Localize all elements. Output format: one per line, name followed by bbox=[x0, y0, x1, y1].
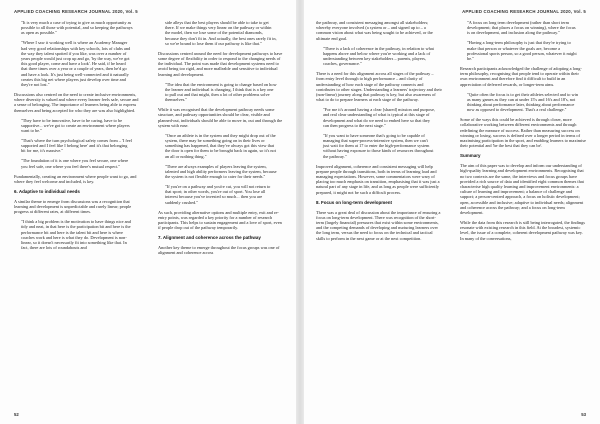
body-paragraph: There was a great deal of discussion about the importance of ensuring a focus on long-term development. There was recognition of the short-term (largely financial) pressures that exist within some environments, and the competing demands of developing and nurturing learners over the long term, versus the need to focus on the technical and tactical skills to perform in the next game or at the next competition. bbox=[316, 209, 441, 241]
block-quote: "There is a lack of coherence in the pathway, in relation to what happens above and below where you're working and a lack of understanding between key stakeholders – parents, players, coaches, governance." bbox=[323, 45, 434, 67]
section-heading: Summary bbox=[460, 153, 481, 159]
body-paragraph: Discussions centred around the need for development pathways to have some degree of flexibility in order to respond to the changing needs of the individual. The point was made that development systems need to avoid being too rigid, and more malleable and sensitive to individual learning and development. bbox=[158, 50, 283, 77]
body-paragraph: Improved alignment, coherence and consistent messaging will help prepare people through transitions, both in terms of learning load and managing expectations. However, some commentators were wary of placing too much emphasis on transition, emphasising that it was just a natural part of any stage in life, and as long as people were sufficiently prepared, it might not be such a difficult process. bbox=[316, 163, 440, 195]
block-quote: "Quite often the focus is to get their athletes selected and to win as many games as they can at under 15's and 16's and 18's, not thinking about performance later, thinking about performance now as opposed to development. That's a real challenge." bbox=[467, 91, 579, 113]
body-paragraph: Discussions also centred on the need to create inclusive environments, where diversity is valued and where every learner feels safe, secure and a sense of belonging. The importance of learners being able to express themselves and being accepted for who they are was also highlighted. bbox=[14, 92, 139, 113]
page-number: 53 bbox=[581, 412, 586, 417]
section-heading: 6. Adaptive to individual needs bbox=[14, 189, 80, 195]
block-quote: "It is very much a case of trying to give as much opportunity as possible to all those with potential, and so keeping the pathways as open as possible." bbox=[21, 20, 133, 36]
body-paragraph: Fundamentally, creating an environment where people want to go, and where they feel welcome and included, is key. bbox=[14, 173, 137, 184]
block-quote: "A focus on long term development (rather than short term development; that places a focus on winning), where the focus is on development, and inclusion along the pathway." bbox=[467, 20, 576, 36]
body-paragraph: The aim of this paper was to develop and inform our understanding of high-quality learning and development environments. Recognising that no two contexts are the same, the interviews and focus groups have provided a rich source of data and identified eight common themes that characterise high quality learning and improvement environments: a culture of learning and improvement; a balance of challenge and support; a person-centred approach, a focus on holistic development; open, accessible and inclusive; adaptive to individual needs; alignment and coherence across the pathway; and a focus on long-term development. bbox=[460, 163, 584, 215]
body-paragraph: While the data from this research is still being interrogated, the findings resonate with existing research in this field. At the broadest, systemic level, the issue of a complete, coherent development pathway was key. In many of the conversations, bbox=[460, 219, 585, 241]
body-paragraph: There is a need for this alignment across all stages of the pathway – from entry level through to high performance – and clarity of understanding of how each stage of the pathway connects and contributes to other stages. Understanding a learners' trajectory and their (non-linear) journey along that pathway is key, but also awareness of what to do to prepare learners at each stage of the pathway. bbox=[316, 71, 442, 103]
block-quote: "That's where the turn psychological safety comes from – 'I feel supported and I feel like I belong here' and it's that belonging bit for me, it's massive." bbox=[21, 138, 132, 154]
block-quote: "If you're on a pathway and you're cut, you will not return to that sport; in other words, you're out of sport. You lose all interest because you've invested so much... then you are suddenly crushed." bbox=[165, 184, 271, 205]
section-heading: 7. Alignment and coherence across the pathway bbox=[158, 235, 261, 241]
body-paragraph: A similar theme to emerge from discussions was a recognition that learning and development is unpredictable and rarely linear; people progress at different rates, at different times. bbox=[14, 198, 132, 215]
block-quote: "For me it's around having a clear [shared] mission and purpose, and real clear understanding of what is typical at this stage of development and what do we need to embed here so that they can then progress to the next stage." bbox=[323, 107, 435, 128]
left-page bbox=[0, 0, 296, 424]
body-paragraph: As such, providing alternative options and multiple entry, exit and re-entry points, was regarded a key priority for a number of research participants. This helps to sustain engagement and a love of sport, even if people drop out of the pathway temporarily. bbox=[158, 209, 282, 231]
block-quote: "The idea that the environment is going to change based on how the learner and individual is changing, I think that is a key one to pull out and that might, then a lot of other problems solve themselves." bbox=[165, 81, 277, 103]
block-quote: "The foundation of it is one where you feel secure, one where you feel safe, one where you feel there's mutual respect." bbox=[21, 158, 129, 169]
left-page-column-1 bbox=[14, 20, 140, 255]
block-quote: "If you want to have someone that's going to be capable of managing that super-process-intensive system, then we can't just wait for them at 17 to enter the high-performance system without having exposure to those kinds of resources throughout the pathway." bbox=[323, 132, 434, 159]
page-number: 52 bbox=[14, 412, 19, 417]
body-paragraph: the pathway, and consistent messaging amongst all stakeholders; whereby everyone involved (a system or – and signed up to – a common vision about what was being sought to be achieved, or the ultimate end goal. bbox=[316, 20, 433, 41]
block-quote: "Where I saw it working well is where an Academy Manager had very good relationships with key schools, lots of clubs and the way they talent spotted if you like, was over a number of years people would just crop up and go, 'by the way, we've got this good player, come and have a look'. He said, if he heard that three times over a year or a couple of years, then he'd go and have a look. It's just being well-connected and it naturally creates this big net where players just develop over time and they're not lost." bbox=[21, 40, 131, 88]
block-quote: "They have to be innovative, have to be caring, have to be supportive... we've got to create an environment where players want to be." bbox=[21, 117, 130, 134]
body-paragraph: Research participants acknowledged the challenge of adopting a long-term philosophy, recognising that people tend to operate within their own environment and therefore find it difficult to build in an appreciation of deferred rewards, or longer-term aims. bbox=[460, 66, 582, 87]
body-paragraph: Another key theme to emerge throughout the focus groups was one of alignment and coherence across bbox=[158, 245, 280, 256]
block-quote: "Having a long-term philosophy is just that they're trying to make that person or whatever the goals are, become a professional sports person, so a good person, whatever it might be." bbox=[467, 40, 577, 62]
right-page-column-1 bbox=[316, 20, 442, 246]
running-head: APPLIED COACHING RESEARCH JOURNAL 2020, Vol. 5 bbox=[14, 9, 138, 14]
body-paragraph: Some of the ways this could be achieved is through closer, more collaborative working between different environments and through redefining the measure of success. Rather than measuring success on winning or losing, success is defined over a longer period in terms of maximising participation in the sport, and enabling learners to maximise their potential and 'be the best that they can be'. bbox=[460, 117, 586, 149]
running-head: APPLIED COACHING RESEARCH JOURNAL 2020, Vol. 5 bbox=[462, 9, 586, 14]
block-quote: "I think a big problem is the motivation to have things nice and tidy and neat, in that here is the participation bit and here is the performance bit and here is the talent bit and here is where coaches work and here is what they do. Development is non-linear, so it doesn't necessarily fit into something like that. In fact, there are lots of roundabouts and bbox=[21, 219, 131, 251]
right-page-column-2 bbox=[460, 20, 586, 246]
right-page bbox=[304, 0, 600, 424]
left-page-column-2 bbox=[158, 20, 284, 260]
book-gutter bbox=[296, 0, 304, 424]
block-quote: "There are always examples of players leaving the system, talented and high ability performers leaving the system, because the system is not flexible enough to cater for their needs." bbox=[165, 163, 277, 180]
block-quote: "Once an athlete is in the system and they might drop out of the system, there may be something going on in their lives or something has happened, that they've always got this view that the door is open for them to be brought back in again, so it's not an all or nothing thing." bbox=[165, 132, 276, 159]
section-heading: 8. Focus on long-term development bbox=[316, 199, 393, 205]
body-paragraph: While it was recognised that the development pathway needs some structure, and pathway opportunities should be clear, visible and planned-out, individuals should be able to move in, out and through the system with ease. bbox=[158, 107, 283, 128]
block-quote: side alleys that the best players should be able to take to get there. If we make things very linear on the pathway or within the model, then we lose some of the potential diamonds, because they don't fit in. And actually, the best ones rarely fit in, so we're bound to lose them if our pathway is like that." bbox=[165, 20, 277, 46]
